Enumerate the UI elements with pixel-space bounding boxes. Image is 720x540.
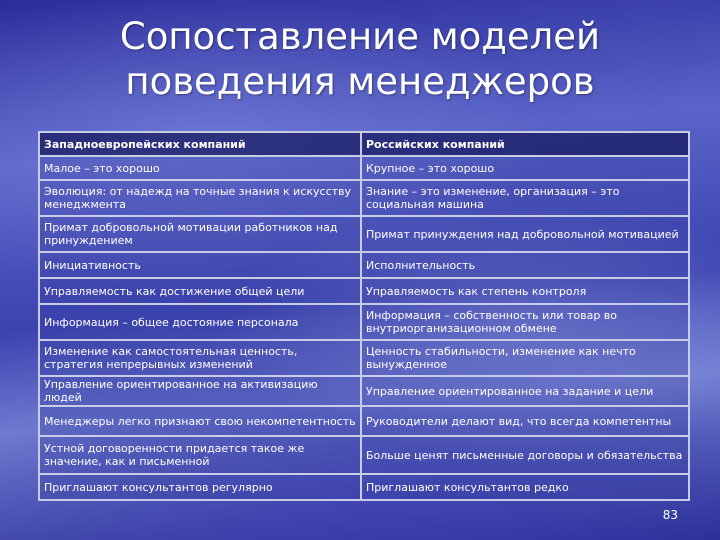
cell-russian: Приглашают консультантов редко — [361, 474, 689, 500]
cell-western: Управляемость как достижение общей цели — [39, 278, 361, 304]
cell-western: Информация – общее достояние персонала — [39, 304, 361, 340]
cell-russian: Знание – это изменение, организация – это социальная машина — [361, 180, 689, 216]
cell-russian: Крупное – это хорошо — [361, 156, 689, 180]
table-row — [39, 474, 689, 500]
cell-western: Примат добровольной мотивации работников над принуждением — [39, 216, 361, 252]
header-western: Западноевропейских компаний — [39, 132, 361, 156]
cell-russian: Больше ценят письменные договоры и обязательства — [361, 436, 689, 474]
slide-title — [0, 14, 720, 104]
cell-russian: Информация – собственность или товар во внутриорганизационном обмене — [361, 304, 689, 340]
table-row — [39, 156, 689, 180]
cell-russian: Исполнительность — [361, 252, 689, 278]
cell-western: Приглашают консультантов регулярно — [39, 474, 361, 500]
slide-title-line-2: поведения менеджеров — [125, 60, 595, 103]
cell-russian: Ценность стабильности, изменение как нечто вынужденное — [361, 340, 689, 376]
cell-western: Эволюция: от надежд на точные знания к искусству менеджмента — [39, 180, 361, 216]
comparison-table — [38, 131, 690, 501]
table-row — [39, 180, 689, 216]
cell-western: Инициативность — [39, 252, 361, 278]
table-row — [39, 406, 689, 436]
header-russian: Российских компаний — [361, 132, 689, 156]
table-row — [39, 376, 689, 406]
page-number: 83 — [662, 508, 678, 522]
table-row — [39, 304, 689, 340]
table-row — [39, 216, 689, 252]
slide-title-line-1: Сопоставление моделей — [119, 15, 601, 58]
cell-russian: Управляемость как степень контроля — [361, 278, 689, 304]
cell-russian: Управление ориентированное на задание и цели — [361, 376, 689, 406]
table-header-row — [39, 132, 689, 156]
cell-western: Малое – это хорошо — [39, 156, 361, 180]
cell-russian: Руководители делают вид, что всегда компетентны — [361, 406, 689, 436]
table-row — [39, 436, 689, 474]
cell-western: Управление ориентированное на активизацию людей — [39, 376, 361, 406]
cell-western: Менеджеры легко признают свою некомпетентность — [39, 406, 361, 436]
table-row — [39, 340, 689, 376]
cell-russian: Примат принуждения над добровольной мотивацией — [361, 216, 689, 252]
table-row — [39, 252, 689, 278]
cell-western: Устной договоренности придается такое же значение, как и письменной — [39, 436, 361, 474]
table-row — [39, 278, 689, 304]
cell-western: Изменение как самостоятельная ценность, стратегия непрерывных изменений — [39, 340, 361, 376]
